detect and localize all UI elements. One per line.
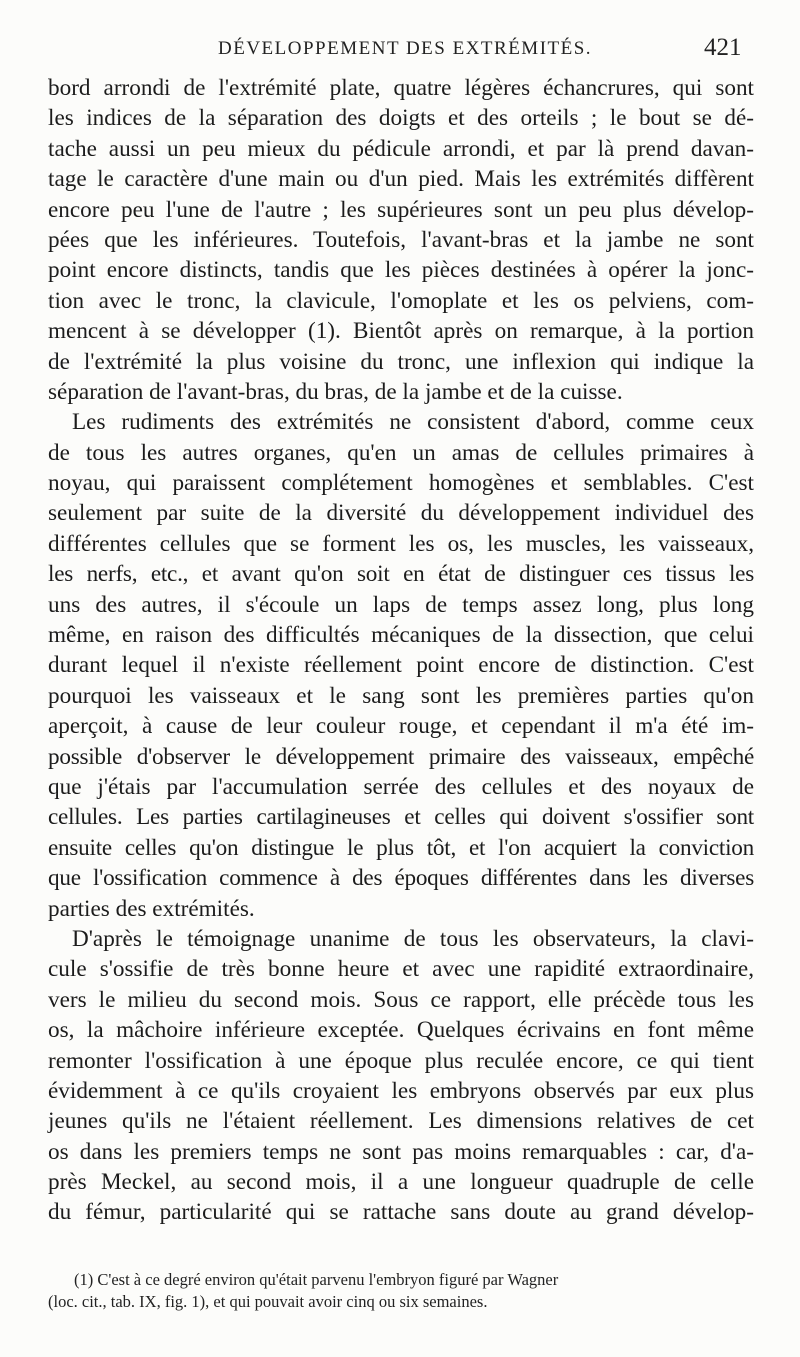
text-line: même, en raison des difficultés mécaniques de la dissection, que celui — [48, 622, 754, 649]
text-line: vers le milieu du second mois. Sous ce rapport, elle précède tous les — [48, 986, 754, 1013]
text-line: Les rudiments des extrémités ne consistent d'abord, comme ceux — [72, 409, 754, 436]
text-line: bord arrondi de l'extrémité plate, quatre légères échancrures, qui sont — [48, 75, 754, 101]
footnote-line: (1) C'est à ce degré environ qu'était parvenu l'embryon figuré par Wagner — [74, 1270, 559, 1289]
text-line: de l'extrémité la plus voisine du tronc, une inflexion qui indique la — [48, 348, 754, 375]
text-line: du fémur, particularité qui se rattache sans doute au grand dévelop- — [48, 1199, 754, 1226]
text-line: noyau, qui paraissent complétement homogènes et semblables. C'est — [48, 470, 754, 497]
footnote-line: (loc. cit., tab. IX, fig. 1), et qui pouvait avoir cinq ou six semaines. — [48, 1292, 488, 1311]
text-line: durant lequel il n'existe réellement point encore de distinction. C'est — [48, 652, 754, 679]
text-line: que l'ossification commence à des époques différentes dans les diverses — [48, 865, 754, 892]
text-line: différentes cellules que se forment les os, les muscles, les vaisseaux, — [48, 530, 754, 557]
text-line: jeunes qu'ils ne l'étaient réellement. Les dimensions relatives de cet — [48, 1108, 754, 1135]
text-line: os dans les premiers temps ne sont pas moins remarquables : car, d'a- — [48, 1138, 754, 1165]
text-line: mencent à se développer (1). Bientôt après on remarque, à la portion — [48, 318, 754, 345]
page-header — [0, 34, 800, 66]
text-line: de tous les autres organes, qu'en un amas de cellules primaires à — [48, 439, 754, 466]
text-line: parties des extrémités. — [48, 895, 255, 922]
text-line: les nerfs, etc., et avant qu'on soit en état de distinguer ces tissus les — [48, 561, 754, 588]
text-line: seulement par suite de la diversité du développement individuel des — [48, 500, 754, 527]
text-line: les indices de la séparation des doigts et des orteils ; le bout se dé- — [48, 105, 754, 132]
text-line: pées que les inférieures. Toutefois, l'avant-bras et la jambe ne sont — [48, 226, 754, 253]
text-line: pourquoi les vaisseaux et le sang sont les premières parties qu'on — [48, 682, 754, 709]
text-line: D'après le témoignage unanime de tous les observateurs, la clavi- — [72, 925, 754, 952]
text-line: point encore distincts, tandis que les pièces destinées à opérer la jonc- — [48, 257, 754, 284]
text-line: cellules. Les parties cartilagineuses et celles qui doivent s'ossifier sont — [48, 804, 754, 831]
text-line: tion avec le tronc, la clavicule, l'omoplate et les os pelviens, com- — [48, 287, 754, 314]
text-line: que j'étais par l'accumulation serrée des cellules et des noyaux de — [48, 773, 754, 800]
running-title: DÉVELOPPEMENT DES EXTRÉMITÉS. — [218, 38, 593, 59]
text-line: tache aussi un peu mieux du pédicule arrondi, et par là prend davan- — [48, 135, 754, 162]
text-line: tage le caractère d'une main ou d'un pied. Mais les extrémités diffèrent — [48, 166, 754, 193]
text-line: séparation de l'avant-bras, du bras, de la jambe et de la cuisse. — [48, 378, 623, 405]
text-line: près Meckel, au second mois, il a une longueur quadruple de celle — [48, 1169, 754, 1196]
text-line: évidemment à ce qu'ils croyaient les embryons observés par eux plus — [48, 1077, 754, 1104]
paragraph-2 — [48, 407, 754, 924]
footnotes — [48, 1269, 754, 1313]
text-line: aperçoit, à cause de leur couleur rouge, et cependant il m'a été im- — [48, 713, 754, 740]
paragraph-3 — [48, 924, 754, 1228]
text-line: uns des autres, il s'écoule un laps de temps assez long, plus long — [48, 591, 754, 618]
text-line: ensuite celles qu'on distingue le plus tôt, et l'on acquiert la conviction — [48, 834, 754, 861]
text-line: remonter l'ossification à une époque plus reculée encore, ce qui tient — [48, 1047, 754, 1074]
text-line: possible d'observer le développement primaire des vaisseaux, empêché — [48, 743, 754, 770]
text-line: encore peu l'une de l'autre ; les supérieures sont un peu plus dévelop- — [48, 196, 754, 223]
text-line: os, la mâchoire inférieure exceptée. Quelques écrivains en font même — [48, 1017, 754, 1044]
paragraph-1 — [48, 73, 754, 407]
body-text — [48, 73, 754, 1228]
page-number: 421 — [704, 34, 742, 61]
text-line: cule s'ossifie de très bonne heure et avec une rapidité extraordinaire, — [48, 956, 754, 983]
